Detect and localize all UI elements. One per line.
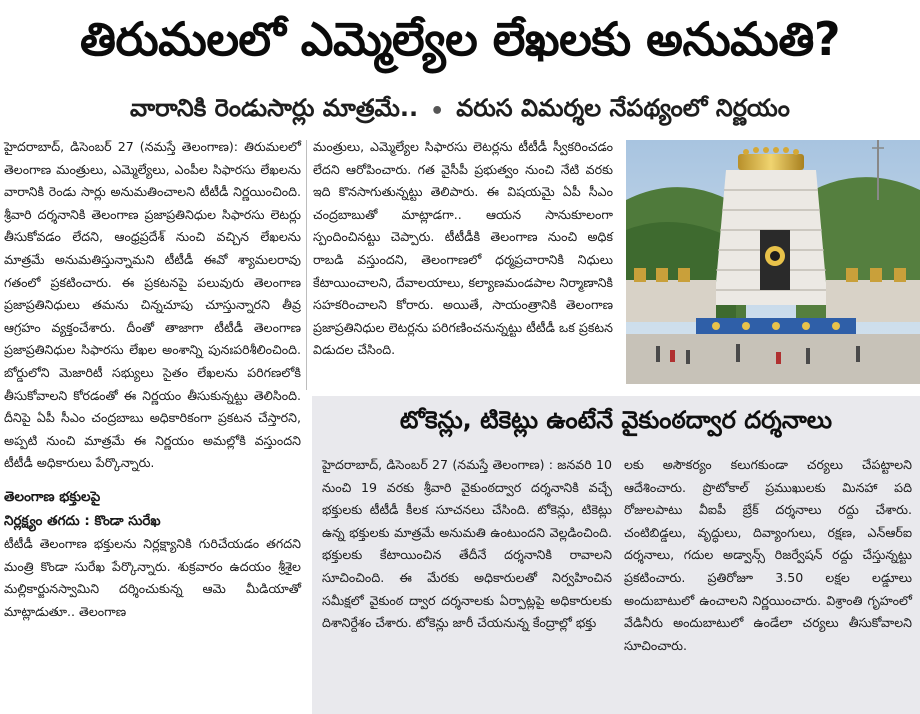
sidebar-column-1 <box>322 454 612 635</box>
bullet-separator: • <box>430 98 445 124</box>
sidebar-paragraph-1: హైదరాబాద్, డిసెంబర్ 27 (నమస్తే తెలంగాణ) : జనవరి 10 నుంచి 19 వరకు శ్రీవారి వైకుంఠద్వార దర్శనానికి వచ్చే భక్తులకు టీటీడీ కీలక సూచనలు చేసింది. టోకెన్లు, టికెట్లు ఉన్న భక్తులకు మాత్రమే అనుమతి ఉంటుందని వెల్లడించింది. భక్తులకు కేటాయించిన తేదీనే దర్శనానికి రావాలని సూచించింది. ఈ మేరకు అధికారులతో నిర్వహించిన సమీక్షలో వైకుంఠ ద్వార దర్శనాలకు ఏర్పాట్లపై అధికారులకు దిశానిర్దేశం చేశారు. టోకెన్లు జారీ చేయనున్న కేంద్రాల్లో భక్తు <box>322 457 612 631</box>
headline: తిరుమలలో ఎమ్మెల్యేల లేఖలకు అనుమతి? <box>79 12 841 66</box>
subsection-heading-2: నిర్లక్ష్యం తగదు : కొండా సురేఖ <box>4 512 161 529</box>
subheadline <box>0 90 920 132</box>
temple-illustration <box>626 140 920 384</box>
column-divider-1 <box>306 140 307 390</box>
sidebar-paragraph-2: లకు అసౌకర్యం కలుగకుండా చర్యలు చేపట్టాలని ఆదేశించారు. ప్రొటోకాల్ ప్రముఖులకు మినహా పది రోజులపాటు వీఐపీ బ్రేక్ దర్శనాలు రద్దు చేశారు. చంటిబిడ్డలు, వృద్ధులు, దివ్యాంగులు, రక్షణ, ఎన్ఆర్ఐ దర్శనాలు, గదుల అడ్వాన్స్ రిజర్వేషన్ రద్దు చేస్తున్నట్టు ప్రకటించారు. ప్రతిరోజూ 3.50 లక్షల లడ్డూలు అందుబాటులో ఉంచాలని నిర్ణయించారు. విశ్రాంతి గృహంలో వేడినీరు అందుబాటులో ఉండేలా చర్యలు తీసుకోవాలని సూచించారు. <box>624 457 912 653</box>
sidebar-column-2 <box>624 454 912 657</box>
sidebar-box-title: టోకెన్లు, టికెట్లు ఉంటేనే వైకుంఠద్వార దర్శనాలు <box>399 406 833 434</box>
article-column-2 <box>313 136 613 362</box>
subheadline-part2: వరుస విమర్శల నేపథ్యంలో నిర్ణయం <box>456 94 790 122</box>
article-paragraph: హైదరాబాద్, డిసెంబర్ 27 (నమస్తే తెలంగాణ): తిరుమలలో తెలంగాణ మంత్రులు, ఎమ్మెల్యేలు, ఎంపీల సిఫారసు లేఖలను వారానికి రెండు సార్లు అనుమతించాలని టీటీడీ నిర్ణయించింది. శ్రీవారి దర్శనానికి తెలంగాణ ప్రజాప్రతినిధుల సిఫారసు లెటర్లు తీసుకోవడం లేదని, ఆంధ్రప్రదేశ్ నుంచి వచ్చిన లేఖలను మాత్రమే అనుమతిస్తున్నామని టీటీడీ ఈవో శ్యామలరావు గతంలో ప్రకటించారు. ఈ ప్రకటనపై పలువురు తెలంగాణ ప్రజాప్రతినిధులు తమను చిన్నచూపు చూస్తున్నారని తీవ్ర ఆగ్రహం వ్యక్తంచేశారు. దీంతో తాజాగా టీటీడీ తెలంగాణ ప్రజాప్రతినిధుల సిఫారసు లేఖల అంశాన్ని పునఃపరిశీలించింది. బోర్డులోని మెజారిటీ సభ్యులు సైతం లేఖలను పరిగణలోకి తీసుకోవాలని కోరడంతో ఈ నిర్ణయం తీసుకున్నట్టు తెలిసింది. దీనిపై ఏపీ సీఎం చంద్రబాబు అధికారికంగా ప్రకటన చేస్తారని, అప్పటి నుంచి మాత్రమే ఈ నిర్ణయం అమల్లోకి వస్తుందని టీటీడీ అధికారులు పేర్కొన్నారు. <box>4 139 301 471</box>
subsection-paragraph: టీటీడీ తెలంగాణ భక్తులను నిర్లక్ష్యానికి గురిచేయడం తగదని మంత్రి కొండా సురేఖ పేర్కొన్నారు. శుక్రవారం ఉదయం శ్రీశైల మల్లికార్జునస్వామిని దర్శించుకున్న ఆమె మీడియాతో మాట్లాడుతూ.. తెలంగాణ <box>4 535 301 619</box>
article-column-1 <box>4 136 301 623</box>
subheadline-part1: వారానికి రెండుసార్లు మాత్రమే.. <box>130 94 419 122</box>
article-paragraph-2: మంత్రులు, ఎమ్మెల్యేల సిఫారసు లెటర్లను టీటీడీ స్వీకరించడం లేదని ఆరోపించారు. గత వైసీపీ ప్రభుత్వం నుంచి నేటి వరకు ఇది కొనసాగుతున్నట్టు తెలిపారు. ఈ విషయమై ఏపీ సీఎం చంద్రబాబుతో మాట్లాడగా.. ఆయన సానుకూలంగా స్పందించినట్టు చెప్పారు. టీటీడీకి తెలంగాణ నుంచి అధిక రాబడి వస్తుందని, తెలంగాణలో ధర్మప్రచారానికి నిధులు కేటాయించాలని, దేవాలయాలు, కల్యాణమండపాల నిర్మాణానికి సహకరించాలని కోరారు. అయితే, సాయంత్రానికి తెలంగాణ ప్రజాప్రతినిధుల లెటర్లను పరిగణించనున్నట్టు టీటీడీ ఒక ప్రకటన విడుదల చేసింది. <box>313 139 613 358</box>
subsection-heading-1: తెలంగాణ భక్తులపై <box>4 488 101 505</box>
temple-photo <box>626 140 920 384</box>
sidebar-news-box <box>312 396 920 714</box>
